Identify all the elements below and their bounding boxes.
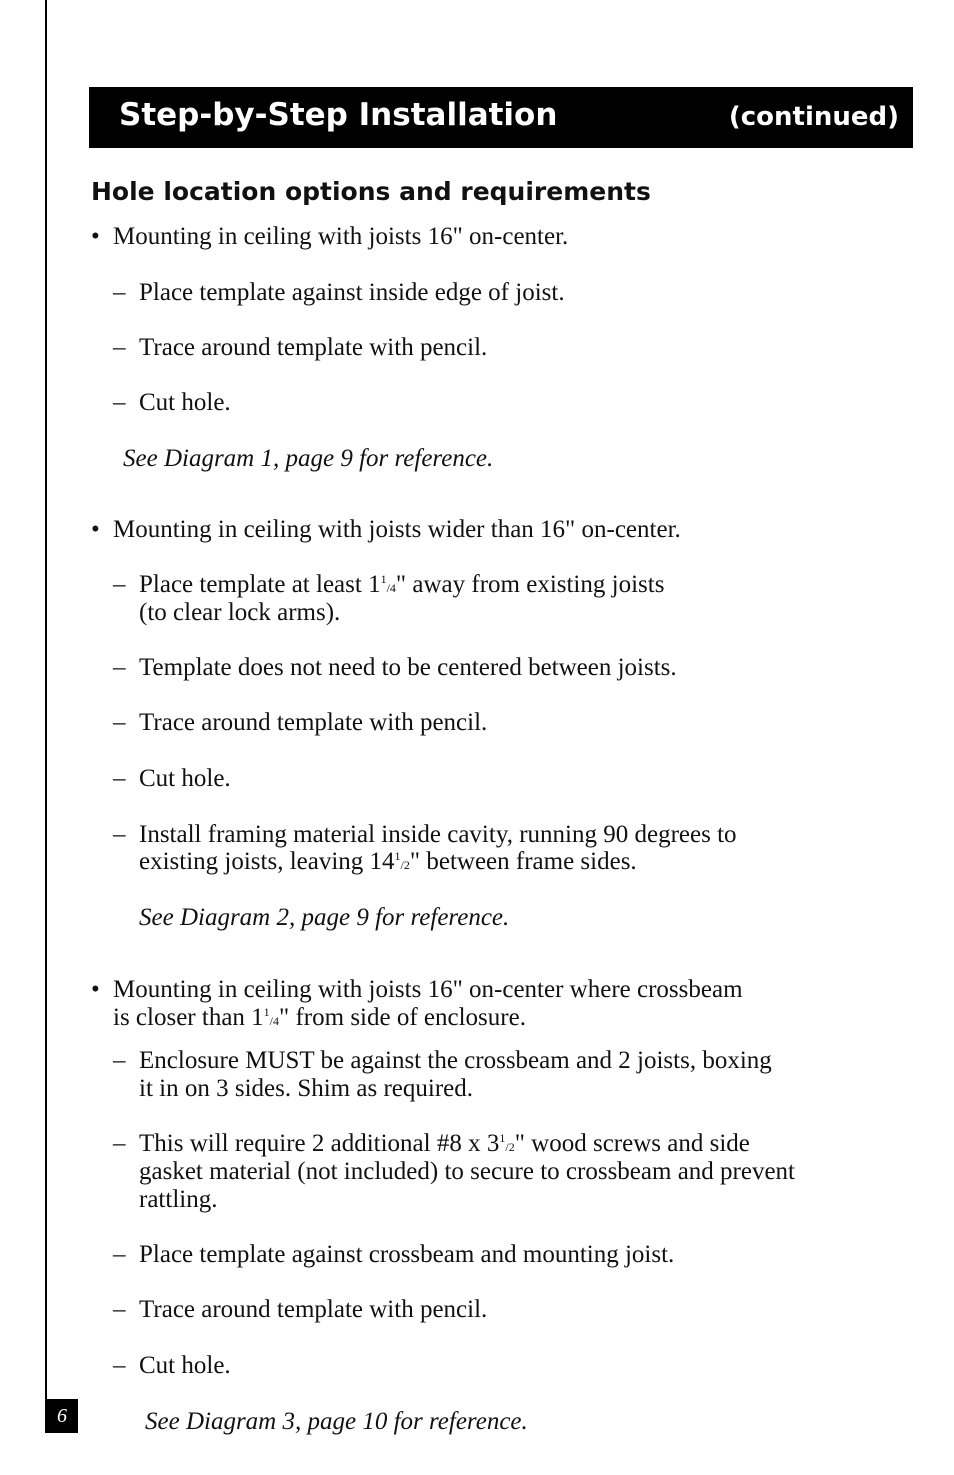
section-title: Hole location options and requirements [91,177,651,206]
dash-mark: – [113,1130,126,1157]
step-item [113,279,565,307]
step-text: Place template against crossbeam and mounting joist. [139,1241,675,1268]
step-text: This will require 2 additional #8 x 31/2" wood screws and side [139,1130,750,1157]
dash-mark: – [113,1352,126,1379]
step-text-continued: rattling. [139,1186,218,1213]
step-text: Cut hole. [139,1352,231,1379]
fraction: 1/2 [394,849,410,872]
continued-label: (continued) [728,102,899,132]
bullet-text: Mounting in ceiling with joists wider than 16" on-center. [113,516,681,543]
step-text-continued: existing joists, leaving 141/2" between frame sides. [139,848,637,875]
step-item [113,1296,488,1324]
step-item [113,765,231,793]
step-item [113,654,677,682]
bullet-mark: • [91,976,100,1003]
step-text: Trace around template with pencil. [139,709,488,736]
step-text: Cut hole. [139,765,231,792]
step-item [113,334,488,362]
step-text: Trace around template with pencil. [139,334,488,361]
dash-mark: – [113,334,126,361]
step-item [113,709,488,737]
step-text-continued: gasket material (not included) to secure to crossbeam and prevent [139,1158,796,1185]
step-item [113,1352,231,1380]
dash-mark: – [113,765,126,792]
step-text: Place template against inside edge of joist. [139,279,565,306]
diagram-reference: See Diagram 3, page 10 for reference. [145,1408,528,1435]
step-item [113,1130,750,1161]
bullet-mark: • [91,516,100,543]
step-text: Enclosure MUST be against the crossbeam and 2 joists, boxing [139,1047,772,1074]
fraction: 1/2 [499,1131,515,1154]
step-item [113,389,231,417]
step-item [113,571,665,602]
bullet-text: Mounting in ceiling with joists 16" on-center where crossbeam [113,976,743,1003]
dash-mark: – [113,389,126,416]
bullet-item [91,223,569,251]
step-item [113,821,737,849]
dash-mark: – [113,279,126,306]
step-text: Place template at least 11/4" away from existing joists [139,571,665,598]
dash-mark: – [113,654,126,681]
margin-rule [45,0,47,1433]
fraction: 1/4 [263,1005,280,1028]
bullet-text-continued: is closer than 11/4" from side of enclosure. [113,1004,526,1031]
bullet-text: Mounting in ceiling with joists 16" on-center. [113,223,569,250]
step-text-continued: it in on 3 sides. Shim as required. [139,1075,473,1102]
dash-mark: – [113,1241,126,1268]
bullet-item [91,516,681,544]
page-number: 6 [46,1399,78,1433]
step-item [113,1241,675,1269]
fraction: 1/4 [380,572,396,595]
dash-mark: – [113,1296,126,1323]
step-text: Trace around template with pencil. [139,1296,488,1323]
dash-mark: – [113,571,126,598]
diagram-reference: See Diagram 2, page 9 for reference. [139,904,510,931]
step-item [113,1047,772,1075]
dash-mark: – [113,821,126,848]
step-text: Template does not need to be centered between joists. [139,654,677,681]
dash-mark: – [113,709,126,736]
step-text: Install framing material inside cavity, running 90 degrees to [139,821,737,848]
step-text: Cut hole. [139,389,231,416]
bullet-mark: • [91,223,100,250]
diagram-reference: See Diagram 1, page 9 for reference. [123,445,494,472]
section-header-bar [89,87,913,148]
step-text-continued: (to clear lock arms). [139,599,341,626]
bullet-item [91,976,743,1004]
dash-mark: – [113,1047,126,1074]
page-title: Step-by-Step Installation [119,97,558,133]
